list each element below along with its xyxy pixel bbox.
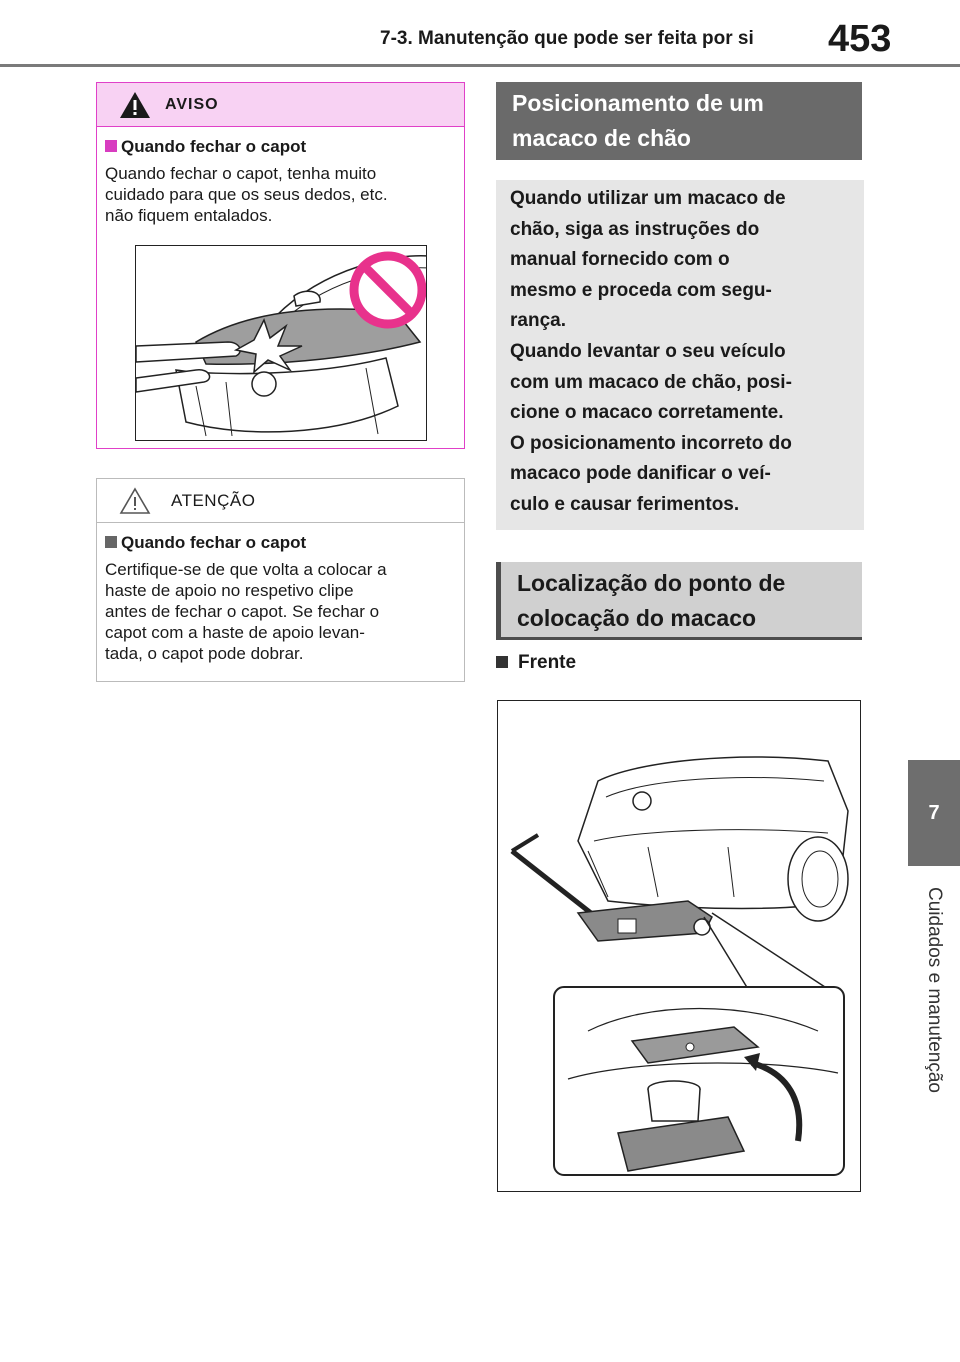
chapter-number: 7 — [928, 801, 940, 824]
header-divider — [0, 64, 960, 67]
caution-text: Certifique-se de que volta a colocar a haste de apoio no respetivo clipe antes de fechar o capot. Se fechar o capot com a haste de apoio levan- tada, o capot pode dobrar. — [105, 560, 387, 663]
front-subsection-title: Frente — [496, 652, 576, 674]
jack-point-heading: Localização do ponto de colocação do macaco — [496, 562, 862, 640]
jack-positioning-heading: Posicionamento de um macaco de chão — [496, 82, 862, 160]
caution-header — [97, 479, 464, 523]
warning-triangle-icon — [119, 91, 151, 119]
hood-closing-illustration — [135, 245, 427, 441]
section-title: 7-3. Manutenção que pode ser feita por si — [380, 28, 754, 49]
chapter-tab[interactable] — [908, 760, 960, 866]
warning-box — [96, 82, 465, 449]
page-number: 453 — [828, 18, 892, 60]
warning-label: AVISO — [165, 95, 219, 113]
car-hood-drawing — [136, 246, 427, 441]
bullet-square-icon — [496, 656, 508, 668]
warning-subtitle: Quando fechar o capot — [97, 127, 464, 157]
floor-jack-drawing — [498, 701, 861, 1192]
prohibition-icon — [354, 256, 422, 324]
jack-positioning-panel: Quando utilizar um macaco de chão, siga as instruções do manual fornecido com o mesmo e proceda com segu- rança. Quando levantar o seu veículo com um macaco de chão, posi- cione o macaco corretamente. O posicionamento incorreto do macaco pode danificar o veí- culo e causar ferimentos. — [496, 180, 864, 530]
chapter-label: Cuidados e manutenção — [924, 887, 945, 1093]
front-jack-point-illustration — [497, 700, 861, 1192]
caution-box — [96, 478, 465, 682]
bullet-square-icon — [105, 536, 117, 548]
caution-subtitle: Quando fechar o capot — [97, 523, 464, 553]
bullet-square-icon — [105, 140, 117, 152]
warning-header — [97, 83, 464, 127]
warning-text: Quando fechar o capot, tenha muito cuidado para que os seus dedos, etc. não fiquem entalados. — [105, 164, 388, 225]
caution-triangle-outline-icon — [119, 487, 151, 515]
caution-label: ATENÇÃO — [171, 490, 256, 510]
